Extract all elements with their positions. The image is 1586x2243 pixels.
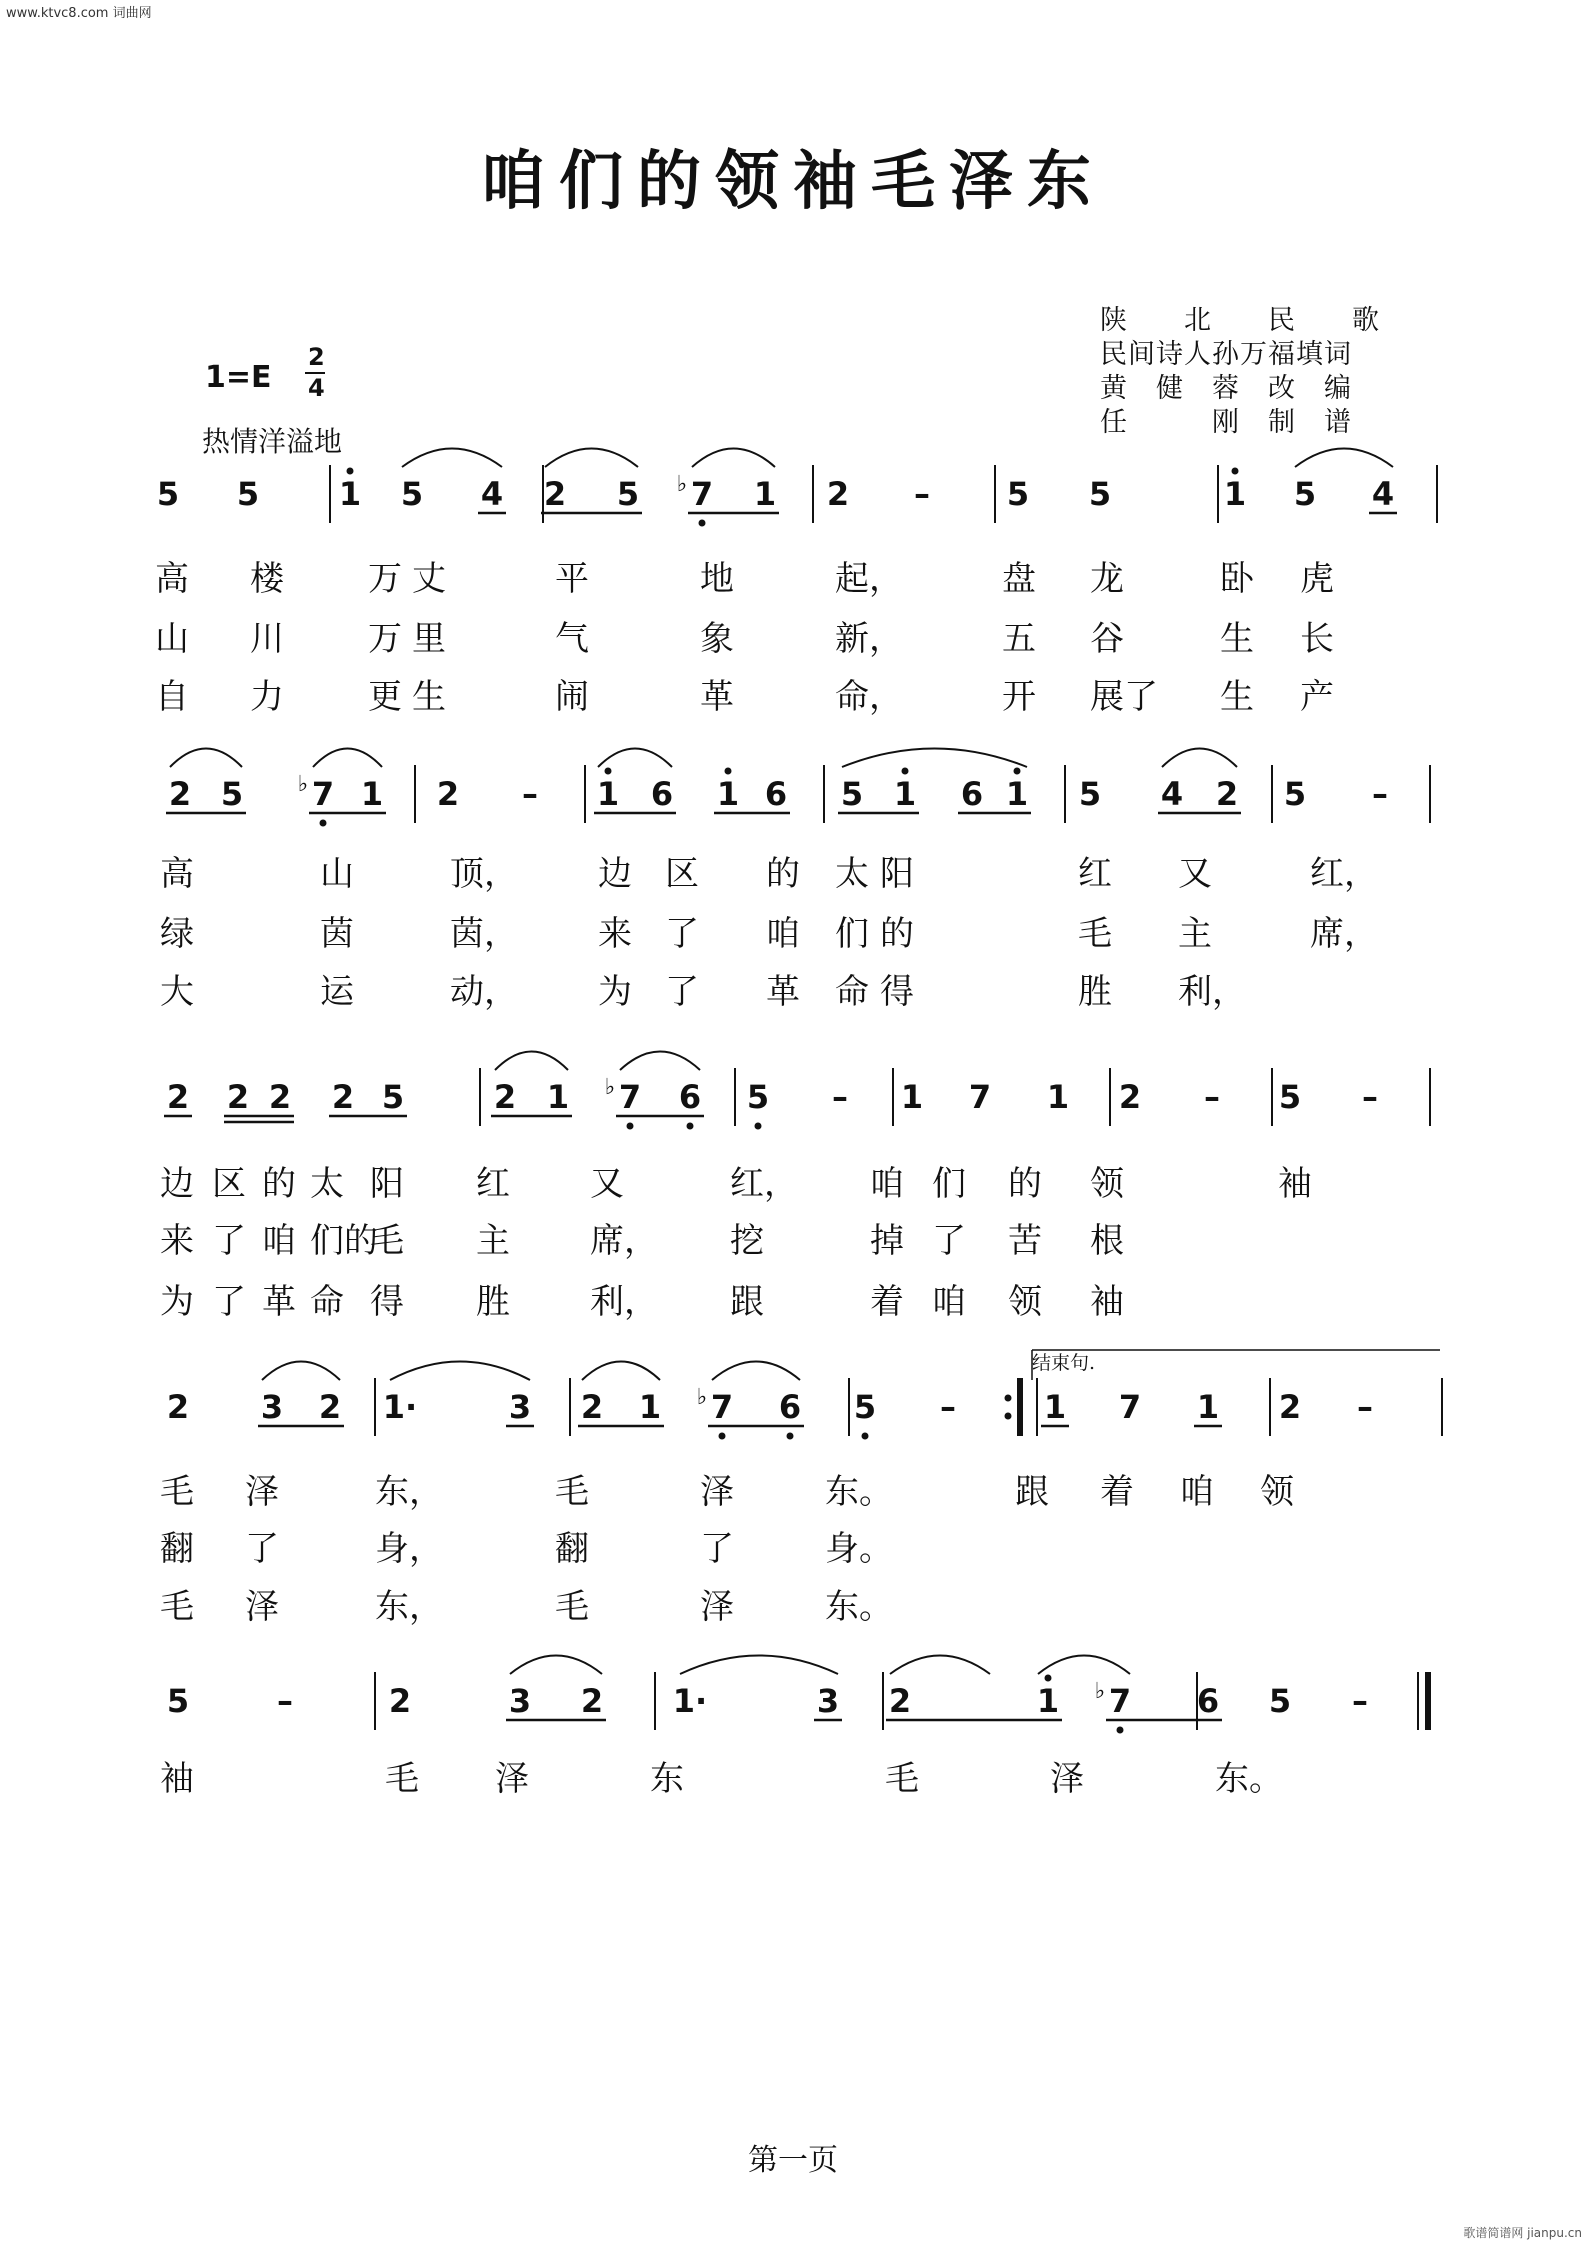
lyric-syllable: 毛 — [160, 1587, 194, 1627]
slur — [712, 1362, 800, 1381]
lyric-syllable: 大 — [160, 972, 194, 1012]
note: 6 — [1196, 1682, 1220, 1720]
note: 1 — [893, 775, 917, 813]
lyric-syllable: 新， — [835, 619, 903, 659]
slur — [582, 1362, 660, 1381]
note: – — [1372, 775, 1388, 813]
note: 2 — [888, 1682, 912, 1720]
lyric-syllable: 咱 — [870, 1164, 904, 1204]
lyric-syllable: 的 — [880, 914, 914, 954]
octave-dot-below — [862, 1433, 869, 1440]
lyric-syllable: 顶， — [450, 854, 518, 894]
lyric-syllable: 袖 — [1090, 1282, 1124, 1322]
slur — [402, 449, 502, 468]
slur — [1295, 449, 1393, 468]
credit-line: 黄 健 蓉 改 编 — [1100, 373, 1352, 404]
lyric-syllable: 东， — [375, 1472, 443, 1512]
lyric-syllable: 主 — [476, 1221, 510, 1261]
lyric-syllable: 命 — [310, 1282, 344, 1322]
lyric-syllable: 毛 — [555, 1587, 589, 1627]
note: 4 — [480, 475, 504, 513]
note: 2 — [331, 1078, 355, 1116]
lyric-syllable: 们的 — [310, 1221, 378, 1261]
note: 3 — [508, 1388, 532, 1426]
lyric-syllable: 袖 — [1278, 1164, 1312, 1204]
lyric-syllable: 楼 — [250, 559, 284, 599]
lyric-syllable: 的 — [1008, 1164, 1042, 1204]
note: – — [940, 1388, 956, 1426]
note: 6 — [960, 775, 984, 813]
lyric-syllable: 为 — [598, 972, 632, 1012]
lyric-syllable: 边 — [598, 854, 632, 894]
lyric-syllable: 五 — [1002, 619, 1036, 659]
note: 3 — [816, 1682, 840, 1720]
lyric-syllable: 根 — [1090, 1221, 1124, 1261]
octave-dot-below — [687, 1123, 694, 1130]
lyric-syllable: 泽 — [245, 1587, 279, 1627]
lyric-syllable: 席， — [1310, 914, 1378, 954]
note: 1 — [900, 1078, 924, 1116]
note: 2 — [168, 775, 192, 813]
lyric-syllable: 生 — [1220, 619, 1254, 659]
note: 6 — [778, 1388, 802, 1426]
lyric-syllable: 力 — [250, 677, 284, 717]
lyric-syllable: 泽 — [700, 1472, 734, 1512]
lyric-syllable: 了 — [700, 1529, 734, 1569]
lyric-syllable: 身。 — [825, 1529, 893, 1569]
note: – — [832, 1078, 848, 1116]
octave-dot-below — [627, 1123, 634, 1130]
lyric-syllable: 领 — [1008, 1282, 1042, 1322]
note: – — [277, 1682, 293, 1720]
lyric-syllable: 了 — [212, 1221, 246, 1261]
lyric-syllable: 得 — [880, 972, 914, 1012]
lyric-syllable: 东。 — [1215, 1759, 1283, 1799]
note: 5 — [1078, 775, 1102, 813]
lyric-syllable: 挖 — [730, 1221, 764, 1261]
slur — [170, 749, 242, 768]
lyric-syllable: 身， — [375, 1529, 443, 1569]
lyric-syllable: 动， — [450, 972, 518, 1012]
lyric-syllable: 生 — [412, 677, 446, 717]
note: 7 — [968, 1078, 992, 1116]
flat-sign: ♭ — [604, 1075, 616, 1100]
note: 1 — [1036, 1682, 1060, 1720]
note: 5 — [156, 475, 180, 513]
note: 2 — [1118, 1078, 1142, 1116]
lyric-syllable: 领 — [1260, 1472, 1294, 1512]
ending-label: 结束句. — [1032, 1352, 1096, 1374]
slur — [692, 449, 775, 468]
note: 5 — [1088, 475, 1112, 513]
note: 4 — [1160, 775, 1184, 813]
octave-dot-above — [605, 768, 612, 775]
note: – — [1357, 1388, 1373, 1426]
lyric-syllable: 泽 — [700, 1587, 734, 1627]
slur — [842, 749, 1027, 768]
lyric-syllable: 袖 — [160, 1759, 194, 1799]
note: 6 — [764, 775, 788, 813]
lyric-syllable: 万 — [368, 559, 402, 599]
lyric-syllable: 太 — [310, 1164, 344, 1204]
flat-sign: ♭ — [1094, 1679, 1106, 1704]
note: 7 — [690, 475, 714, 513]
slur — [620, 1052, 700, 1071]
lyric-syllable: 生 — [1220, 677, 1254, 717]
note: 2 — [1215, 775, 1239, 813]
lyric-syllable: 了 — [665, 914, 699, 954]
lyric-syllable: 利， — [590, 1282, 658, 1322]
lyric-syllable: 翻 — [160, 1529, 194, 1569]
lyric-syllable: 咱 — [766, 914, 800, 954]
lyric-syllable: 卧 — [1220, 559, 1254, 599]
repeat-dot — [1005, 1395, 1012, 1402]
note: 1 — [546, 1078, 570, 1116]
note: 1· — [672, 1682, 708, 1720]
note: 2 — [543, 475, 567, 513]
lyric-syllable: 产 — [1300, 677, 1334, 717]
time-signature-bottom: 4 — [308, 374, 325, 402]
lyric-syllable: 跟 — [730, 1282, 764, 1322]
note: 2 — [580, 1682, 604, 1720]
lyric-syllable: 万 — [368, 619, 402, 659]
octave-dot-above — [1014, 768, 1021, 775]
note: 2 — [580, 1388, 604, 1426]
lyric-syllable: 山 — [155, 619, 189, 659]
note: 4 — [1371, 475, 1395, 513]
note: 5 — [236, 475, 260, 513]
octave-dot-above — [902, 768, 909, 775]
tempo-marking: 热情洋溢地 — [202, 425, 343, 458]
note: 6 — [650, 775, 674, 813]
lyric-syllable: 太 — [835, 854, 869, 894]
lyric-syllable: 了 — [212, 1282, 246, 1322]
lyric-syllable: 了 — [665, 972, 699, 1012]
note: 2 — [226, 1078, 250, 1116]
note: 1 — [596, 775, 620, 813]
note: 5 — [840, 775, 864, 813]
song-title: 咱们的领袖毛泽东 — [481, 145, 1105, 219]
lyric-syllable: 泽 — [245, 1472, 279, 1512]
lyric-syllable: 苦 — [1008, 1221, 1042, 1261]
note: – — [1352, 1682, 1368, 1720]
octave-dot-below — [787, 1433, 794, 1440]
lyric-syllable: 阳 — [370, 1164, 404, 1204]
slur — [510, 1656, 602, 1675]
octave-dot-below — [699, 520, 706, 527]
lyric-syllable: 象 — [700, 619, 734, 659]
note: – — [1204, 1078, 1220, 1116]
note: 1 — [360, 775, 384, 813]
lyric-syllable: 红， — [730, 1164, 798, 1204]
key-signature: 1=E — [205, 360, 272, 395]
lyric-syllable: 区 — [665, 854, 699, 894]
lyric-syllable: 命， — [835, 677, 903, 717]
slur — [390, 1362, 530, 1381]
lyric-syllable: 咱 — [932, 1282, 966, 1322]
lyric-syllable: 茵 — [320, 914, 354, 954]
credit-line: 陕 北 民 歌 — [1100, 305, 1380, 336]
note: 1 — [1046, 1078, 1070, 1116]
lyric-syllable: 泽 — [495, 1759, 529, 1799]
lyric-syllable: 开 — [1002, 677, 1036, 717]
slur — [890, 1656, 990, 1675]
note: – — [914, 475, 930, 513]
lyric-syllable: 掉 — [870, 1221, 904, 1261]
note: 7 — [710, 1388, 734, 1426]
note: 6 — [678, 1078, 702, 1116]
lyric-syllable: 丈 — [412, 559, 446, 599]
note: 2 — [388, 1682, 412, 1720]
note: 7 — [618, 1078, 642, 1116]
note: 1 — [1196, 1388, 1220, 1426]
lyric-syllable: 着 — [1100, 1472, 1134, 1512]
lyric-syllable: 红， — [1310, 854, 1378, 894]
slur — [1162, 749, 1237, 768]
note: 7 — [1118, 1388, 1142, 1426]
lyric-syllable: 们 — [835, 914, 869, 954]
lyric-syllable: 着 — [870, 1282, 904, 1322]
lyric-syllable: 起， — [835, 559, 903, 599]
note: 5 — [400, 475, 424, 513]
flat-sign: ♭ — [297, 772, 309, 797]
lyric-syllable: 来 — [160, 1221, 194, 1261]
lyric-syllable: 阳 — [880, 854, 914, 894]
lyric-syllable: 红 — [1078, 854, 1112, 894]
note: 2 — [318, 1388, 342, 1426]
note: 2 — [493, 1078, 517, 1116]
octave-dot-above — [1045, 1675, 1052, 1682]
lyric-syllable: 毛 — [370, 1221, 404, 1261]
lyric-syllable: 绿 — [160, 914, 194, 954]
lyric-syllable: 长 — [1300, 619, 1334, 659]
lyric-syllable: 地 — [700, 559, 734, 599]
note: 5 — [616, 475, 640, 513]
lyric-syllable: 利， — [1178, 972, 1246, 1012]
lyric-syllable: 东。 — [825, 1587, 893, 1627]
lyric-syllable: 毛 — [160, 1472, 194, 1512]
lyric-syllable: 领 — [1090, 1164, 1124, 1204]
note: 1 — [638, 1388, 662, 1426]
lyric-syllable: 了 — [932, 1221, 966, 1261]
lyric-syllable: 气 — [555, 619, 589, 659]
lyric-syllable: 运 — [320, 972, 354, 1012]
lyric-syllable: 高 — [155, 559, 189, 599]
lyric-syllable: 革 — [700, 677, 734, 717]
slur — [1038, 1656, 1130, 1675]
note: 5 — [1006, 475, 1030, 513]
lyric-syllable: 区 — [212, 1164, 246, 1204]
lyric-syllable: 来 — [598, 914, 632, 954]
lyric-syllable: 川 — [250, 619, 284, 659]
lyric-syllable: 里 — [412, 619, 446, 659]
note: 1 — [1043, 1388, 1067, 1426]
lyric-syllable: 红 — [476, 1164, 510, 1204]
note: 2 — [166, 1388, 190, 1426]
lyric-syllable: 又 — [1178, 854, 1212, 894]
note: 2 — [826, 475, 850, 513]
note: 7 — [1108, 1682, 1132, 1720]
lyric-syllable: 跟 — [1015, 1472, 1049, 1512]
lyric-syllable: 茵， — [450, 914, 518, 954]
lyric-syllable: 翻 — [555, 1529, 589, 1569]
note: 5 — [1283, 775, 1307, 813]
note: 5 — [1268, 1682, 1292, 1720]
lyric-syllable: 东， — [375, 1587, 443, 1627]
slur — [598, 749, 672, 768]
note: 5 — [1293, 475, 1317, 513]
lyric-syllable: 泽 — [1050, 1759, 1084, 1799]
lyric-syllable: 虎 — [1300, 559, 1334, 599]
note: 5 — [1278, 1078, 1302, 1116]
note: 2 — [1278, 1388, 1302, 1426]
lyric-syllable: 们 — [932, 1164, 966, 1204]
note: 1 — [753, 475, 777, 513]
flat-sign: ♭ — [696, 1385, 708, 1410]
lyric-syllable: 平 — [555, 559, 589, 599]
lyric-syllable: 毛 — [885, 1759, 919, 1799]
note: 5 — [220, 775, 244, 813]
lyric-syllable: 龙 — [1090, 559, 1124, 599]
note: 1 — [338, 475, 362, 513]
lyric-syllable: 山 — [320, 854, 354, 894]
lyric-syllable: 展了 — [1090, 677, 1158, 717]
lyric-syllable: 盘 — [1002, 559, 1036, 599]
credit-line: 民间诗人孙万福填词 — [1100, 339, 1352, 370]
lyric-syllable: 高 — [160, 854, 194, 894]
note: 3 — [260, 1388, 284, 1426]
site-watermark: www.ktvc8.com 词曲网 — [6, 6, 152, 21]
lyric-syllable: 又 — [590, 1164, 624, 1204]
note: 3 — [508, 1682, 532, 1720]
note: 5 — [381, 1078, 405, 1116]
lyric-syllable: 革 — [262, 1282, 296, 1322]
note: 2 — [166, 1078, 190, 1116]
lyric-syllable: 胜 — [476, 1282, 510, 1322]
slur — [680, 1656, 838, 1675]
lyric-syllable: 毛 — [385, 1759, 419, 1799]
note: – — [1362, 1078, 1378, 1116]
time-signature-top: 2 — [308, 343, 325, 371]
slur — [313, 749, 382, 768]
lyric-syllable: 边 — [160, 1164, 194, 1204]
lyric-syllable: 咱 — [262, 1221, 296, 1261]
note: 7 — [311, 775, 335, 813]
octave-dot-above — [725, 768, 732, 775]
lyric-syllable: 席， — [590, 1221, 658, 1261]
lyric-syllable: 为 — [160, 1282, 194, 1322]
lyric-syllable: 胜 — [1078, 972, 1112, 1012]
note: – — [522, 775, 538, 813]
octave-dot-below — [755, 1123, 762, 1130]
lyric-syllable: 东 — [650, 1759, 684, 1799]
page-number: 第一页 — [748, 2143, 838, 2178]
lyric-syllable: 命 — [835, 972, 869, 1012]
lyric-syllable: 自 — [155, 677, 189, 717]
lyric-syllable: 咱 — [1180, 1472, 1214, 1512]
note: 5 — [853, 1388, 877, 1426]
lyric-syllable: 谷 — [1090, 619, 1124, 659]
lyric-syllable: 东。 — [825, 1472, 893, 1512]
note: 1· — [382, 1388, 418, 1426]
lyric-syllable: 的 — [766, 854, 800, 894]
credit-line: 任 刚 制 谱 — [1100, 407, 1352, 438]
lyric-syllable: 毛 — [1078, 914, 1112, 954]
lyric-syllable: 主 — [1178, 914, 1212, 954]
slur — [545, 449, 638, 468]
note: 1 — [716, 775, 740, 813]
slur — [495, 1052, 568, 1071]
octave-dot-above — [347, 468, 354, 475]
note: 1 — [1005, 775, 1029, 813]
lyric-syllable: 更 — [368, 677, 402, 717]
octave-dot-below — [1117, 1727, 1124, 1734]
lyric-syllable: 闹 — [555, 677, 589, 717]
octave-dot-below — [719, 1433, 726, 1440]
note: 5 — [166, 1682, 190, 1720]
note: 5 — [746, 1078, 770, 1116]
lyric-syllable: 的 — [262, 1164, 296, 1204]
repeat-dot — [1005, 1413, 1012, 1420]
note: 1 — [1223, 475, 1247, 513]
lyric-syllable: 得 — [370, 1282, 404, 1322]
footer-watermark: 歌谱简谱网 jianpu.cn — [1463, 2226, 1582, 2240]
slur — [262, 1362, 340, 1381]
octave-dot-above — [1232, 468, 1239, 475]
octave-dot-below — [320, 820, 327, 827]
note: 2 — [268, 1078, 292, 1116]
lyric-syllable: 革 — [766, 972, 800, 1012]
note: 2 — [436, 775, 460, 813]
lyric-syllable: 了 — [245, 1529, 279, 1569]
lyric-syllable: 毛 — [555, 1472, 589, 1512]
flat-sign: ♭ — [676, 472, 688, 497]
